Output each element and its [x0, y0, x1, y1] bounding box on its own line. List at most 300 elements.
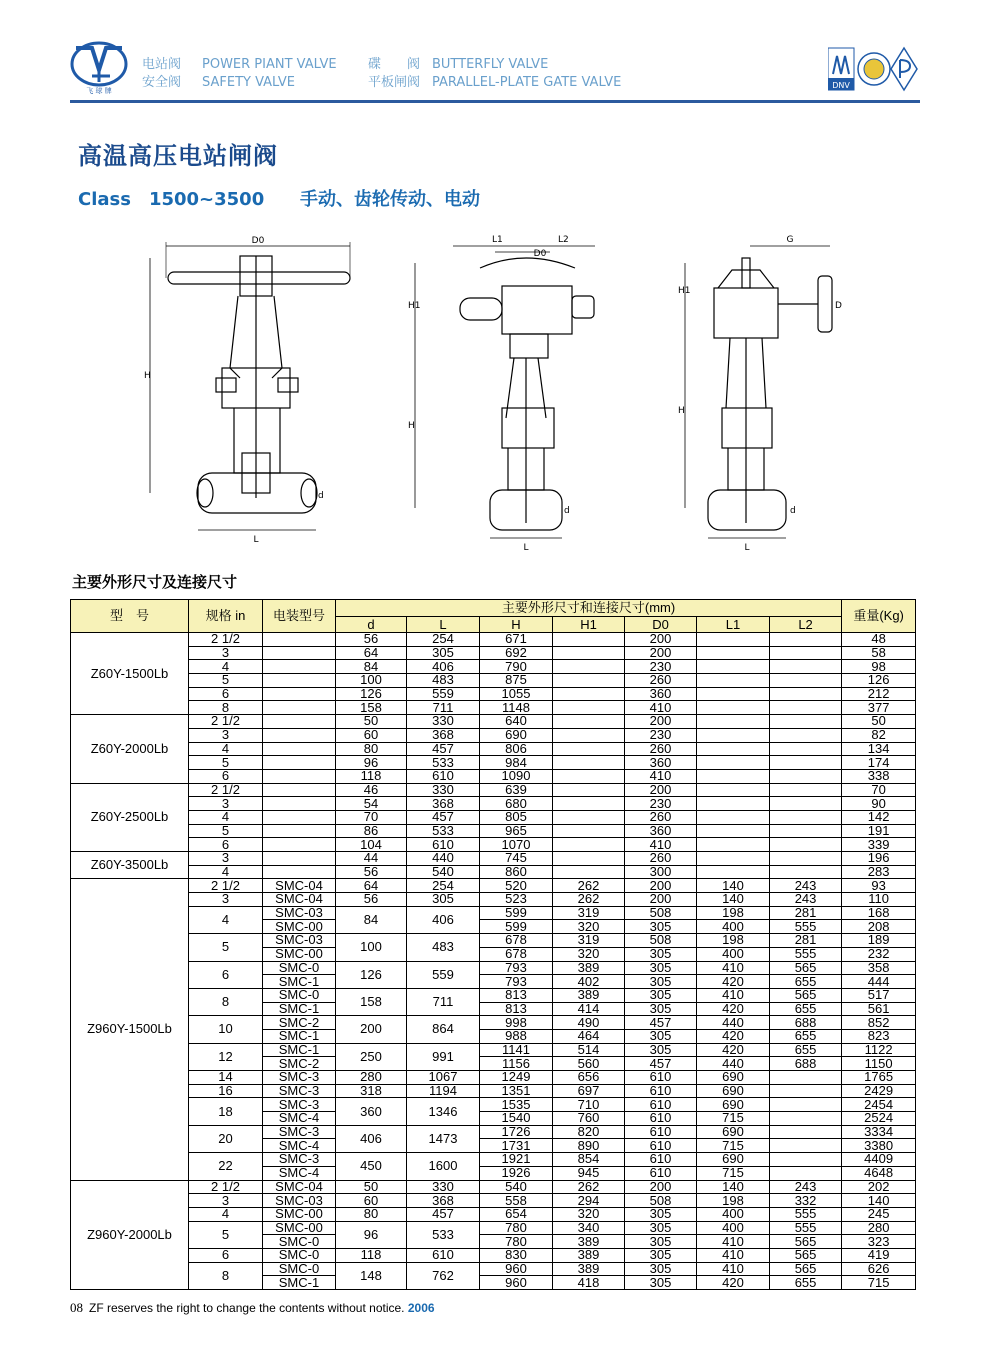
cell: SMC-03	[263, 934, 336, 948]
cell	[553, 769, 625, 783]
cell: 14	[189, 1071, 263, 1085]
cell	[770, 838, 842, 852]
cell: 457	[625, 1016, 697, 1030]
cell: 440	[697, 1057, 770, 1071]
cell: 5	[189, 674, 263, 688]
cell: SMC-3	[263, 1125, 336, 1139]
cell: 243	[770, 893, 842, 907]
cell: 260	[625, 674, 697, 688]
cell: 402	[553, 975, 625, 989]
cell	[697, 701, 770, 715]
cell: 134	[842, 742, 916, 756]
cell	[697, 797, 770, 811]
cell	[770, 633, 842, 647]
svg-text:DNV: DNV	[832, 81, 850, 90]
cell	[553, 865, 625, 879]
cell: 230	[625, 797, 697, 811]
cell	[697, 646, 770, 660]
cell	[263, 701, 336, 715]
cell: 610	[625, 1139, 697, 1153]
svg-text:H1: H1	[408, 301, 421, 311]
cell: 410	[697, 1248, 770, 1262]
cell	[770, 756, 842, 770]
cell: 80	[336, 1207, 407, 1221]
cell: 56	[336, 893, 407, 907]
cell: 520	[480, 879, 553, 893]
cell: 457	[407, 810, 480, 824]
cell: 168	[842, 906, 916, 920]
model-cell: Z60Y-2500Lb	[71, 783, 189, 851]
svg-text:H: H	[408, 421, 415, 431]
cell: 6	[189, 961, 263, 988]
svg-text:H: H	[144, 371, 151, 381]
cell: 655	[770, 1043, 842, 1057]
cell: 305	[625, 1207, 697, 1221]
cell: 126	[336, 687, 407, 701]
cell: 711	[407, 701, 480, 715]
cell: 20	[189, 1125, 263, 1152]
spec-table-body	[71, 633, 916, 1290]
table-row	[71, 838, 916, 852]
cell: 1148	[480, 701, 553, 715]
cell: 110	[842, 893, 916, 907]
cell: 991	[407, 1043, 480, 1070]
cell: 565	[770, 1262, 842, 1276]
cell: 655	[770, 1002, 842, 1016]
cell: SMC-0	[263, 1235, 336, 1249]
cell	[263, 646, 336, 660]
cell	[770, 1098, 842, 1112]
cell: 126	[336, 961, 407, 988]
cell: 198	[697, 934, 770, 948]
cell: 558	[480, 1194, 553, 1208]
cell: 457	[407, 742, 480, 756]
cell: 984	[480, 756, 553, 770]
cell	[697, 674, 770, 688]
cell: SMC-04	[263, 879, 336, 893]
cell: 490	[553, 1016, 625, 1030]
cell: 3	[189, 728, 263, 742]
cell: 250	[336, 1043, 407, 1070]
cell: 420	[697, 1043, 770, 1057]
header-dims: 主要外形尺寸和连接尺寸(mm)	[336, 600, 842, 617]
footer-year: 2006	[407, 1301, 435, 1315]
cell: 305	[407, 646, 480, 660]
cell: 565	[770, 1235, 842, 1249]
header-D0: D0	[625, 617, 697, 633]
cell: 533	[407, 756, 480, 770]
table-row	[71, 674, 916, 688]
table-row	[71, 701, 916, 715]
cell	[697, 633, 770, 647]
cell	[770, 769, 842, 783]
cell	[263, 687, 336, 701]
header-col-cn2: 碟 阀 平板闸阀	[368, 57, 421, 90]
table-row	[71, 1125, 916, 1139]
cell: 140	[697, 1180, 770, 1194]
cell: 198	[697, 906, 770, 920]
cell: 1122	[842, 1043, 916, 1057]
page-subtitle	[78, 185, 480, 211]
svg-text:L: L	[253, 535, 259, 545]
cell: 338	[842, 769, 916, 783]
table-row	[71, 1180, 916, 1194]
cell	[697, 824, 770, 838]
cell: 148	[336, 1262, 407, 1289]
cell: 254	[407, 633, 480, 647]
cell: 305	[625, 947, 697, 961]
cell: 281	[770, 906, 842, 920]
cell: 232	[842, 947, 916, 961]
table-row	[71, 756, 916, 770]
cell: 332	[770, 1194, 842, 1208]
cell: 690	[697, 1153, 770, 1167]
cell: 158	[336, 701, 407, 715]
cell: 410	[625, 838, 697, 852]
cell: 70	[842, 783, 916, 797]
cell: 517	[842, 988, 916, 1002]
cell	[263, 810, 336, 824]
cell: 1150	[842, 1057, 916, 1071]
cell: 200	[625, 633, 697, 647]
cell: 3	[189, 852, 263, 866]
table-row	[71, 1043, 916, 1057]
cell: 457	[625, 1057, 697, 1071]
cell: 780	[480, 1221, 553, 1235]
cell: 610	[625, 1071, 697, 1085]
cell: 305	[625, 1043, 697, 1057]
cell: 200	[625, 1180, 697, 1194]
table-row	[71, 797, 916, 811]
cell: 692	[480, 646, 553, 660]
cell: 5	[189, 934, 263, 961]
cell: 262	[553, 879, 625, 893]
header-L1: L1	[697, 617, 770, 633]
model-cell: Z960Y-1500Lb	[71, 879, 189, 1180]
cell: 2 1/2	[189, 633, 263, 647]
cell: 508	[625, 934, 697, 948]
cell: 377	[842, 701, 916, 715]
cell: 1067	[407, 1071, 480, 1085]
cell: 260	[625, 810, 697, 824]
cell: 208	[842, 920, 916, 934]
cell: 84	[336, 906, 407, 933]
cell: 198	[697, 1194, 770, 1208]
cell	[770, 742, 842, 756]
cell: 320	[553, 920, 625, 934]
cell: 8	[189, 701, 263, 715]
cell: 599	[480, 906, 553, 920]
cell: 4	[189, 906, 263, 933]
cell: 654	[480, 1207, 553, 1221]
cell: 419	[842, 1248, 916, 1262]
svg-text:G: G	[786, 235, 794, 245]
cell: 860	[480, 865, 553, 879]
cell: 610	[625, 1153, 697, 1167]
cell: 230	[625, 728, 697, 742]
cell	[697, 783, 770, 797]
cell: 189	[842, 934, 916, 948]
cell: 565	[770, 961, 842, 975]
cell: 406	[336, 1125, 407, 1152]
cell: 420	[697, 975, 770, 989]
cell: 323	[842, 1235, 916, 1249]
table-row	[71, 1153, 916, 1167]
table-row	[71, 660, 916, 674]
cell: 174	[842, 756, 916, 770]
header-size: 规格 in	[189, 600, 263, 633]
cell: 200	[625, 715, 697, 729]
cell: 820	[553, 1125, 625, 1139]
cell	[697, 742, 770, 756]
cell: 305	[625, 1221, 697, 1235]
cell: 48	[842, 633, 916, 647]
cell	[697, 810, 770, 824]
cell: 540	[407, 865, 480, 879]
gear-operated-valve-drawing	[678, 235, 842, 553]
cell: 410	[697, 961, 770, 975]
cell: 988	[480, 1029, 553, 1043]
certification-logos	[828, 46, 918, 92]
header-weight: 重量(Kg)	[842, 600, 916, 633]
table-row	[71, 810, 916, 824]
cell: 200	[625, 879, 697, 893]
table-row	[71, 1071, 916, 1085]
table-row	[71, 769, 916, 783]
model-cell: Z60Y-2000Lb	[71, 715, 189, 783]
cell: SMC-1	[263, 975, 336, 989]
class-range: Class 1500~3500	[78, 189, 265, 210]
cell: 690	[697, 1098, 770, 1112]
cell	[770, 1071, 842, 1085]
cell: 410	[697, 1262, 770, 1276]
page-number: 08	[70, 1300, 83, 1315]
cell: 360	[625, 756, 697, 770]
cell: 305	[625, 1276, 697, 1290]
cell: 50	[336, 1180, 407, 1194]
cell	[697, 687, 770, 701]
cell: 305	[407, 893, 480, 907]
cell: 5	[189, 1221, 263, 1248]
cell: 4	[189, 865, 263, 879]
svg-text:L: L	[523, 543, 529, 553]
cell	[697, 660, 770, 674]
svg-text:H: H	[678, 406, 685, 416]
cell: 555	[770, 920, 842, 934]
cell	[553, 728, 625, 742]
cell: 294	[553, 1194, 625, 1208]
cell: 450	[336, 1153, 407, 1180]
cell: 200	[625, 783, 697, 797]
cell: 406	[407, 660, 480, 674]
cell	[553, 838, 625, 852]
svg-text:d: d	[790, 506, 796, 516]
cell: 514	[553, 1043, 625, 1057]
cell: 319	[553, 934, 625, 948]
cell: 305	[625, 988, 697, 1002]
table-row	[71, 893, 916, 907]
cell: 200	[625, 893, 697, 907]
cell: 319	[553, 906, 625, 920]
cell: 559	[407, 961, 480, 988]
cell: 1090	[480, 769, 553, 783]
cell: 360	[625, 687, 697, 701]
cell: SMC-1	[263, 1043, 336, 1057]
cell: 1540	[480, 1112, 553, 1126]
cell: SMC-1	[263, 1029, 336, 1043]
handwheel-valve-drawing	[144, 236, 350, 545]
cell: 280	[336, 1071, 407, 1085]
cell: 12	[189, 1043, 263, 1070]
cell	[553, 742, 625, 756]
cell: 3	[189, 893, 263, 907]
cell: 1921	[480, 1153, 553, 1167]
cell: 565	[770, 988, 842, 1002]
cell: 1141	[480, 1043, 553, 1057]
svg-text:D0: D0	[251, 236, 265, 246]
cell: 86	[336, 824, 407, 838]
cell: 1156	[480, 1057, 553, 1071]
model-cell: Z960Y-2000Lb	[71, 1180, 189, 1290]
cell: 854	[553, 1153, 625, 1167]
cell: 358	[842, 961, 916, 975]
cell: 8	[189, 1262, 263, 1289]
cell: 2 1/2	[189, 715, 263, 729]
cell: 305	[625, 961, 697, 975]
cell	[770, 715, 842, 729]
cell: 60	[336, 1194, 407, 1208]
table-row	[71, 1098, 916, 1112]
cell: 555	[770, 947, 842, 961]
cell: 414	[553, 1002, 625, 1016]
cell	[263, 660, 336, 674]
cell	[770, 646, 842, 660]
cell: 400	[697, 1221, 770, 1235]
cell: 281	[770, 934, 842, 948]
cell	[697, 838, 770, 852]
cell	[553, 797, 625, 811]
cell: 610	[625, 1112, 697, 1126]
header-H1: H1	[553, 617, 625, 633]
cell: 406	[407, 906, 480, 933]
cell: 191	[842, 824, 916, 838]
cell: 864	[407, 1016, 480, 1043]
cell: SMC-4	[263, 1166, 336, 1180]
table-row	[71, 646, 916, 660]
cell: 118	[336, 1248, 407, 1262]
cell: SMC-1	[263, 1276, 336, 1290]
cell: SMC-04	[263, 1180, 336, 1194]
cell: 655	[770, 1029, 842, 1043]
table-row	[71, 1262, 916, 1276]
cell	[770, 783, 842, 797]
table-row	[71, 715, 916, 729]
cell: 483	[407, 934, 480, 961]
cell	[263, 824, 336, 838]
header-elec: 电装型号	[263, 600, 336, 633]
cell: 2 1/2	[189, 879, 263, 893]
cell	[553, 715, 625, 729]
cell: 389	[553, 988, 625, 1002]
cell: 254	[407, 879, 480, 893]
cell: 655	[770, 1276, 842, 1290]
svg-text:D0: D0	[533, 249, 547, 259]
cell: 1351	[480, 1084, 553, 1098]
table-row	[71, 742, 916, 756]
cell: SMC-03	[263, 906, 336, 920]
cell: 3	[189, 646, 263, 660]
cell: 420	[697, 1029, 770, 1043]
cell: 440	[407, 852, 480, 866]
cell: 262	[553, 893, 625, 907]
cell: 64	[336, 646, 407, 660]
cell: 50	[336, 715, 407, 729]
table-row	[71, 879, 916, 893]
cell	[697, 756, 770, 770]
cell: 1731	[480, 1139, 553, 1153]
brand-name: 飞 球 牌	[86, 87, 112, 94]
cell: 639	[480, 783, 553, 797]
page-header	[70, 40, 920, 102]
table-row	[71, 1207, 916, 1221]
cell: 420	[697, 1276, 770, 1290]
dnv-logo-icon	[828, 48, 854, 90]
cell: SMC-4	[263, 1139, 336, 1153]
cell: 330	[407, 715, 480, 729]
cell: 745	[480, 852, 553, 866]
cell	[553, 633, 625, 647]
model-cell: Z60Y-3500Lb	[71, 852, 189, 879]
cell: 18	[189, 1098, 263, 1125]
cell: 305	[625, 1029, 697, 1043]
cell: SMC-3	[263, 1153, 336, 1167]
operation-modes: 手动、齿轮传动、电动	[300, 189, 480, 210]
cell	[770, 865, 842, 879]
cell: 656	[553, 1071, 625, 1085]
cell: 715	[697, 1112, 770, 1126]
cell: SMC-4	[263, 1112, 336, 1126]
cell: SMC-3	[263, 1071, 336, 1085]
cell: 262	[553, 1180, 625, 1194]
cell: 140	[842, 1194, 916, 1208]
cell: 555	[770, 1207, 842, 1221]
cell: 305	[625, 975, 697, 989]
cell: 1473	[407, 1125, 480, 1152]
cell: 464	[553, 1029, 625, 1043]
cell: SMC-04	[263, 893, 336, 907]
cell: 830	[480, 1248, 553, 1262]
cell: 56	[336, 633, 407, 647]
table-row	[71, 687, 916, 701]
cell: 305	[625, 1235, 697, 1249]
cell: 90	[842, 797, 916, 811]
cell: 1600	[407, 1153, 480, 1180]
cell: 697	[553, 1084, 625, 1098]
cell	[770, 1125, 842, 1139]
cell: 320	[553, 1207, 625, 1221]
cell: 6	[189, 769, 263, 783]
cell: 762	[407, 1262, 480, 1289]
cell	[263, 852, 336, 866]
cell: 360	[625, 824, 697, 838]
header-H: H	[480, 617, 553, 633]
cell: 440	[697, 1016, 770, 1030]
cell	[697, 715, 770, 729]
header-d: d	[336, 617, 407, 633]
cell: 96	[336, 1221, 407, 1248]
cell: 6	[189, 838, 263, 852]
table-row	[71, 934, 916, 948]
